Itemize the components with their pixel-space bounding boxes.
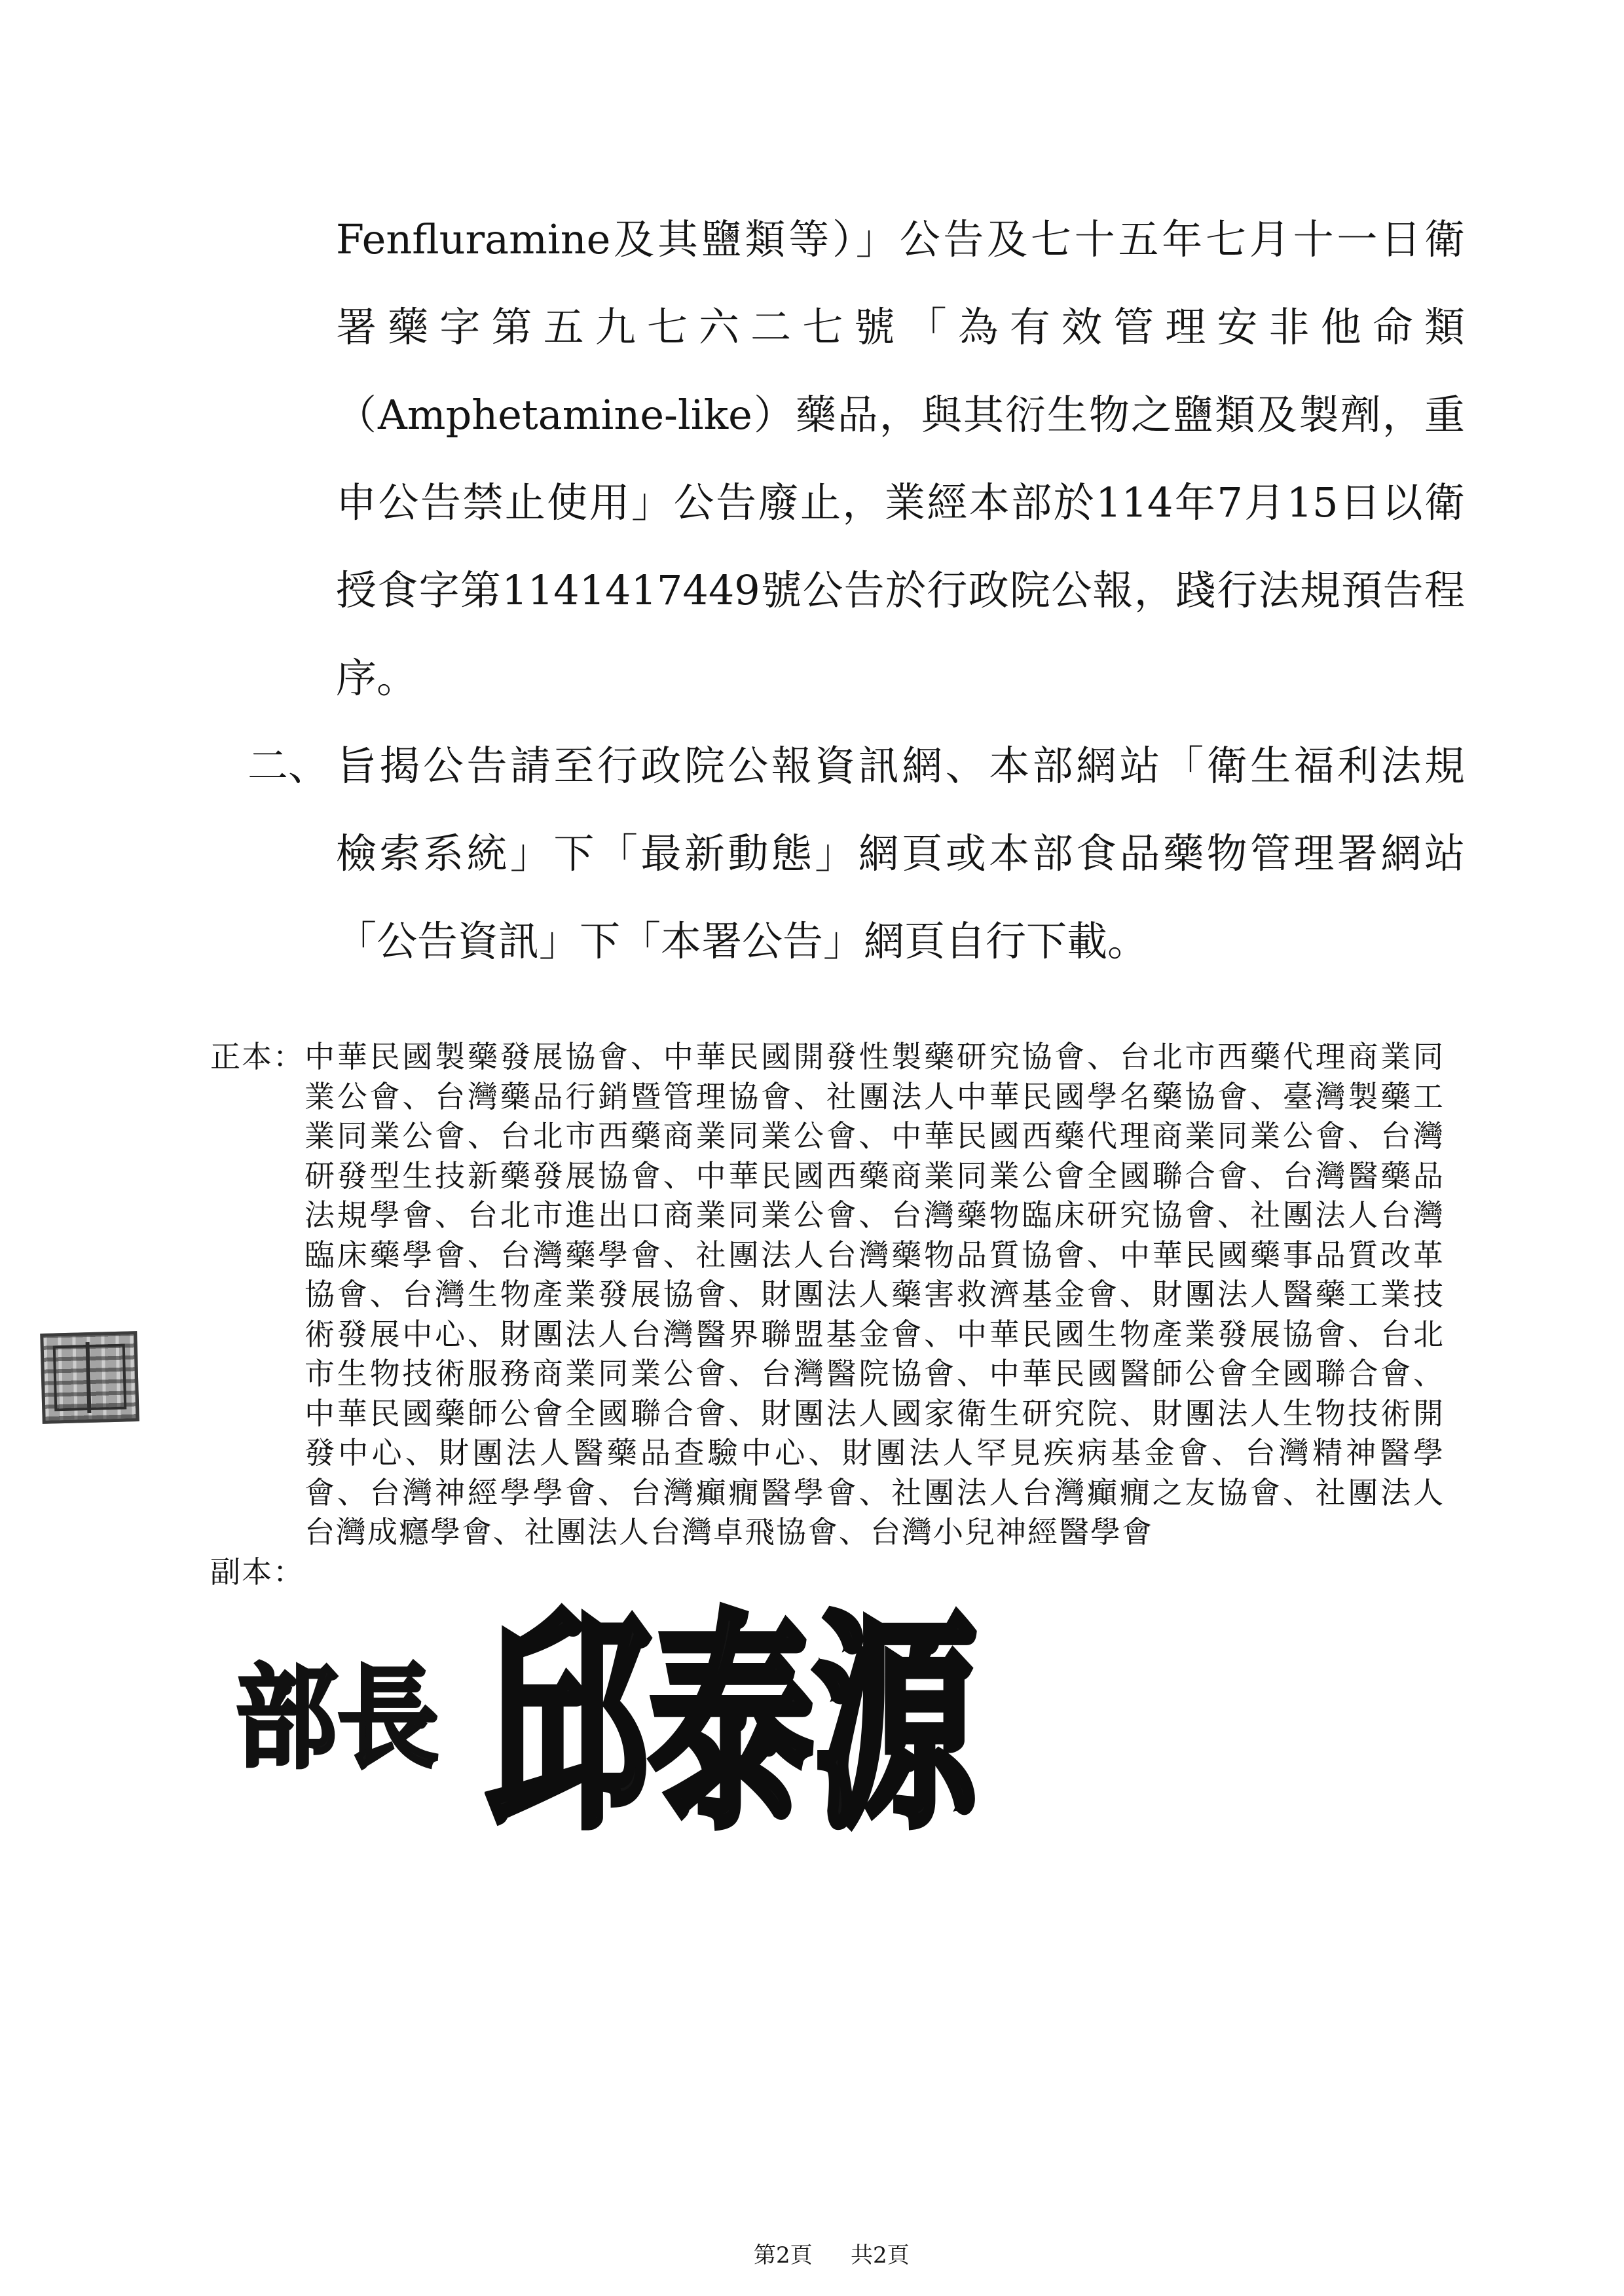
body-line: （Amphetamine-like）藥品，與其衍生物之鹽類及製劑，重: [336, 391, 1465, 439]
recipient-line: 發中心、財團法人醫藥品查驗中心、財團法人罕見疾病基金會、台灣精神醫學: [304, 1435, 1445, 1470]
body-line: 旨揭公告請至行政院公報資訊網、本部網站「衛生福利法規: [336, 742, 1465, 790]
recipient-line: 台灣成癮學會、社團法人台灣卓飛協會、台灣小兒神經醫學會: [304, 1514, 1153, 1550]
body-text: [248, 196, 1465, 985]
body-line: Fenfluramine及其鹽類等）」公告及七十五年七月十一日衛: [336, 215, 1465, 263]
recipient-line: 法規學會、台北市進出口商業同業公會、台灣藥物臨床研究協會、社團法人台灣: [304, 1197, 1445, 1233]
recipient-line: 臨床藥學會、台灣藥學會、社團法人台灣藥物品質協會、中華民國藥事品質改革: [304, 1237, 1445, 1273]
body-line: 檢索系統」下「最新動態」網頁或本部食品藥物管理署網站: [336, 829, 1465, 877]
recipient-line: 業公會、台灣藥品行銷暨管理協會、社團法人中華民國學名藥協會、臺灣製藥工: [304, 1078, 1445, 1114]
primary-recipients-list: [304, 1037, 1445, 1552]
recipient-line: 市生物技術服務商業同業公會、台灣醫院協會、中華民國醫師公會全國聯合會、: [304, 1356, 1445, 1391]
page-number: 第2頁: [754, 2242, 813, 2269]
page-total: 共2頁: [851, 2242, 910, 2269]
recipient-line: 會、台灣神經學學會、台灣癲癇醫學會、社團法人台灣癲癇之友協會、社團法人: [304, 1474, 1445, 1510]
recipient-line: 協會、台灣生物產業發展協會、財團法人藥害救濟基金會、財團法人醫藥工業技: [304, 1277, 1445, 1312]
item-number-label: 二、: [248, 742, 329, 790]
signature-title: 部長: [236, 1651, 439, 1784]
recipient-line: 中華民國製藥發展協會、中華民國開發性製藥研究協會、台北市西藥代理商業同: [304, 1039, 1445, 1074]
recipient-line: 中華民國藥師公會全國聯合會、財團法人國家衛生研究院、財團法人生物技術開: [304, 1395, 1445, 1431]
primary-recipients-label: 正本：: [210, 1039, 304, 1074]
body-line: 序。: [336, 654, 418, 702]
body-line: 「公告資訊」下「本署公告」網頁自行下載。: [336, 917, 1149, 965]
copy-recipients-label: 副本：: [210, 1554, 304, 1590]
recipient-line: 業同業公會、台北市西藥商業同業公會、中華民國西藥代理商業同業公會、台灣: [304, 1118, 1445, 1154]
official-seal: [40, 1331, 139, 1424]
body-line: 授食字第1141417449號公告於行政院公報，踐行法規預告程: [336, 566, 1465, 614]
body-line: 申公告禁止使用」公告廢止，業經本部於114年7月15日以衛: [336, 479, 1465, 526]
body-line: 署藥字第五九七六二七號「為有效管理安非他命類: [336, 303, 1465, 351]
item-2: [248, 722, 1465, 985]
recipient-line: 研發型生技新藥發展協會、中華民國西藥商業同業公會全國聯合會、台灣醫藥品: [304, 1157, 1445, 1194]
signature-name: 邱泰源: [486, 1589, 977, 1859]
recipient-line: 術發展中心、財團法人台灣醫界聯盟基金會、中華民國生物產業發展協會、台北: [304, 1316, 1445, 1352]
